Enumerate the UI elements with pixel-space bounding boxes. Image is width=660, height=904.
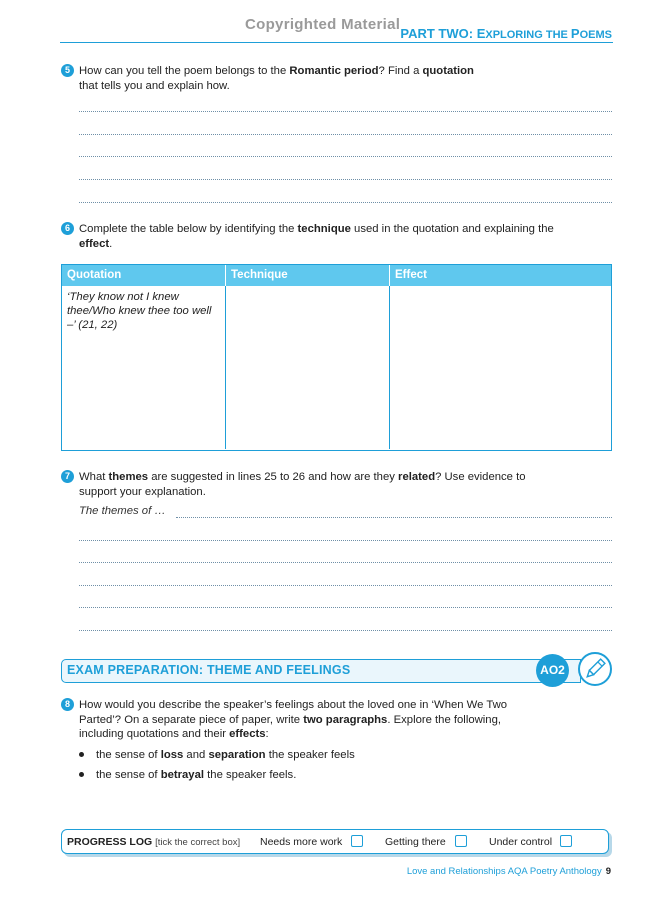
question-7-text: What themes are suggested in lines 25 to 26 and how are they related? Use evidence to support your explanation.: [79, 471, 526, 498]
option-getting-there: Getting there: [385, 836, 446, 848]
question-number-icon: 6: [61, 222, 74, 235]
progress-log-label: PROGRESS LOG [tick the correct box]: [67, 836, 241, 848]
checkbox-getting-there[interactable]: [455, 835, 467, 847]
header-rule: [60, 42, 613, 43]
question-8-text: How would you describe the speaker’s feelings about the loved one in ‘When We Two Parted’? On a separate piece of paper, write two paragraphs. Explore the following, including quotations and their effects:: [79, 699, 508, 740]
page-number: 9: [605, 866, 611, 877]
answer-line[interactable]: [79, 607, 612, 608]
option-under-control: Under control: [489, 836, 553, 848]
pencil-icon: [578, 652, 612, 686]
ao2-badge-icon: AO2: [536, 654, 569, 687]
table-header-effect: Effect: [389, 265, 611, 286]
exam-preparation-banner: [61, 659, 581, 683]
list-item: the sense of betrayal the speaker feels.: [79, 768, 296, 782]
answer-line[interactable]: [79, 585, 612, 586]
option-needs-more-work: Needs more work: [260, 836, 343, 848]
bullet-icon: [79, 772, 84, 777]
answer-line[interactable]: [79, 540, 612, 541]
table-header-row: [62, 265, 611, 286]
answer-line[interactable]: [79, 179, 612, 180]
section-header: PART TWO: EXPLORING THE POEMS: [400, 26, 612, 41]
answer-line[interactable]: [79, 134, 612, 135]
technique-cell[interactable]: [225, 286, 389, 449]
table-header-technique: Technique: [225, 265, 389, 286]
answer-line[interactable]: [79, 630, 612, 631]
exam-preparation-title: EXAM PREPARATION: THEME AND FEELINGS: [67, 663, 351, 677]
page-footer: Love and Relationships AQA Poetry Anthology 9: [406, 866, 611, 877]
checkbox-needs-more-work[interactable]: [351, 835, 363, 847]
question-number-icon: 7: [61, 470, 74, 483]
question-number-icon: 8: [61, 698, 74, 711]
checkbox-under-control[interactable]: [560, 835, 572, 847]
question-5-text: How can you tell the poem belongs to the Romantic period? Find a quotation that tells you and explain how.: [79, 65, 474, 92]
question-8: [61, 698, 524, 742]
effect-cell[interactable]: [389, 286, 611, 449]
table-row: [62, 286, 611, 449]
question-5: [61, 64, 559, 93]
quotation-cell: ‘They know not I knew thee/Who knew thee too well –’ (21, 22): [67, 291, 212, 331]
answer-line[interactable]: [176, 517, 612, 518]
question-7: [61, 470, 559, 499]
list-item: the sense of loss and separation the speaker feels: [79, 748, 355, 762]
technique-table: [61, 264, 612, 451]
table-header-quotation: Quotation: [67, 269, 122, 281]
answer-line[interactable]: [79, 202, 612, 203]
answer-line[interactable]: [79, 562, 612, 563]
answer-line[interactable]: [79, 111, 612, 112]
question-6: [61, 222, 559, 251]
watermark: Copyrighted Material: [245, 16, 401, 33]
bullet-icon: [79, 752, 84, 757]
answer-line[interactable]: [79, 156, 612, 157]
progress-log: [61, 829, 609, 854]
question-number-icon: 5: [61, 64, 74, 77]
question-6-text: Complete the table below by identifying the technique used in the quotation and explaining the effect.: [79, 223, 554, 250]
answer-starter: The themes of …: [79, 505, 166, 517]
